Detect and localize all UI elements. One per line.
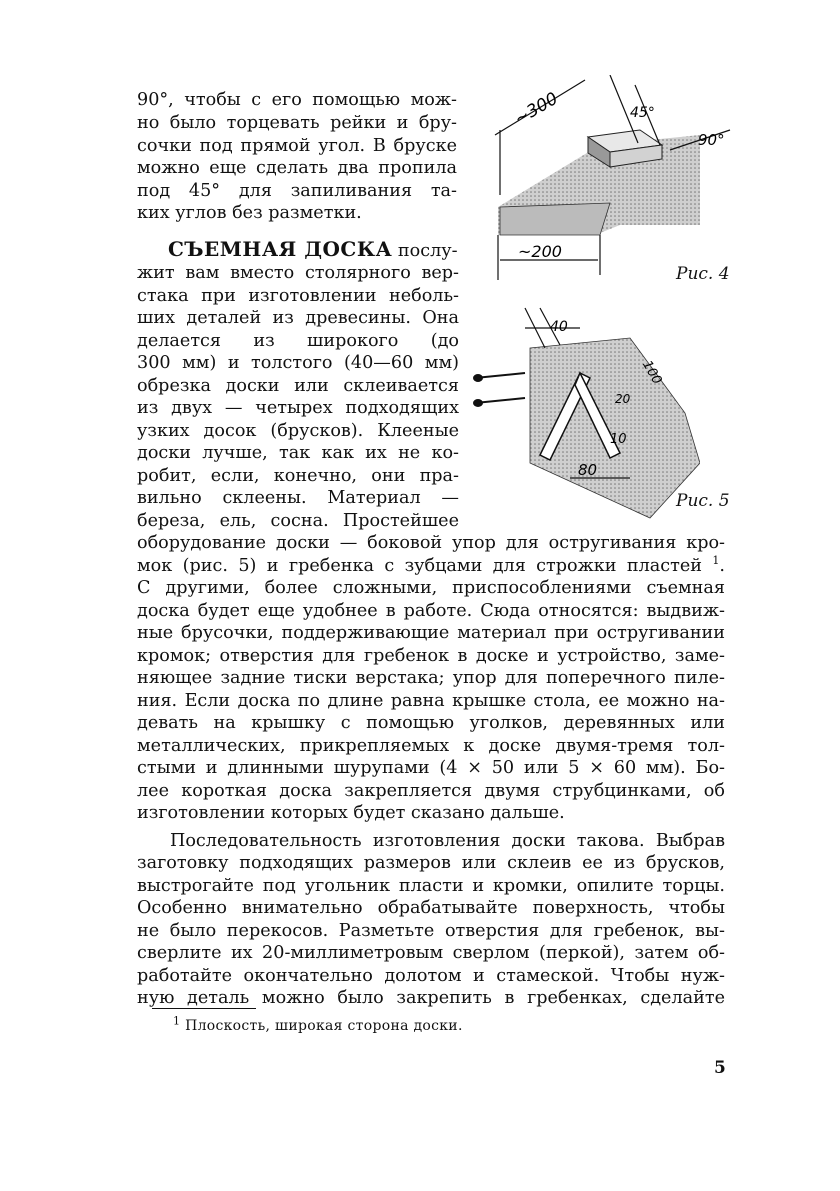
fig5-label-10: 10 <box>610 432 627 447</box>
text-line: делается из широкого (до <box>137 331 459 351</box>
fig4-label-90: 90° <box>698 131 725 149</box>
text-line: береза, ель, сосна. Простейшее <box>137 511 459 531</box>
text-fragment: послу- <box>392 241 458 261</box>
text-line: выстрогайте под угольник пласти и кромки, опилите торцы. <box>137 876 725 896</box>
text-line: металлических, прикрепляемых к доске двумя-тремя тол- <box>137 736 725 756</box>
page-number: 5 <box>714 1058 726 1078</box>
fig5-label-20: 20 <box>615 392 631 406</box>
text-line: С другими, более сложными, приспособлениями съемная <box>137 578 725 598</box>
text-line: работайте окончательно долотом и стамеской. Чтобы нуж- <box>137 966 725 986</box>
text-line: лее короткая доска закрепляется двумя струбцинками, об <box>137 781 725 801</box>
text-line: стыми и длинными шурупами (4 × 50 или 5 × 60 мм). Бо- <box>137 758 725 778</box>
footnote-rule <box>152 1008 256 1009</box>
footnote <box>173 1014 463 1034</box>
text-line: вильно склеены. Материал — <box>137 488 459 508</box>
text-line: доска будет еще удобнее в работе. Сюда относятся: выдвиж- <box>137 601 725 621</box>
text-line: доски лучше, так как их не ко- <box>137 443 459 463</box>
footnote-mark: 1 <box>173 1014 181 1028</box>
text-line: можно еще сделать два пропила <box>137 158 457 178</box>
text-line: девать на крышку с помощью уголков, деревянных или <box>137 713 725 733</box>
text-line: ную деталь можно было закрепить в гребенках, сделайте <box>137 988 725 1008</box>
fig5-screws <box>474 373 525 406</box>
text-line: сочки под прямой угол. В бруске <box>137 136 457 156</box>
text-line <box>137 555 725 577</box>
figure-5-caption: Рис. 5 <box>676 491 730 511</box>
section-heading-line <box>168 238 458 262</box>
text-line: сверлите их 20-миллиметровым сверлом (перкой), затем об- <box>137 943 725 963</box>
text-fragment: мок (рис. 5) и гребенка с зубцами для строжки пластей <box>137 556 703 576</box>
fig4-label-45: 45° <box>630 105 655 121</box>
text-line: из двух — четырех подходящих <box>137 398 459 418</box>
text-line: 90°, чтобы с его помощью мож- <box>137 90 457 110</box>
footnote-ref: 1 <box>712 554 720 568</box>
fig4-label-200: ~200 <box>518 242 562 261</box>
text-line: няющее задние тиски верстака; упор для поперечного пиле- <box>137 668 725 688</box>
text-line: ные брусочки, поддерживающие материал при остругивании <box>137 623 725 643</box>
text-line: заготовку подходящих размеров или склеив ее из брусков, <box>137 853 725 873</box>
text-line: Последовательность изготовления доски такова. Выбрав <box>170 831 725 851</box>
text-line: жит вам вместо столярного вер- <box>137 263 459 283</box>
figure-4-caption: Рис. 4 <box>676 264 730 284</box>
fig5-label-100: 100 <box>639 358 665 388</box>
figure-5 <box>470 303 700 528</box>
fig4-label-300: ~300 <box>511 88 562 130</box>
text-line: изготовлении которых будет сказано дальше. <box>137 803 565 823</box>
text-line: Особенно внимательно обрабатывайте поверхность, чтобы <box>137 898 725 918</box>
text-fragment: . <box>719 556 726 576</box>
section-heading: СЪЕМНАЯ ДОСКА <box>168 237 393 261</box>
text-line: кромок; отверстия для гребенок в доске и устройство, заме- <box>137 646 725 666</box>
text-line: 300 мм) и толстого (40—60 мм) <box>137 353 459 373</box>
footnote-text: Плоскость, широкая сторона доски. <box>180 1018 463 1034</box>
text-line: робит, если, конечно, они пра- <box>137 466 459 486</box>
text-line: ших деталей из древесины. Она <box>137 308 459 328</box>
fig5-label-80: 80 <box>578 461 598 479</box>
text-line: ких углов без разметки. <box>137 203 362 223</box>
text-line: не было перекосов. Разметьте отверстия для гребенок, вы- <box>137 921 725 941</box>
figure-4 <box>470 75 740 290</box>
text-line: оборудование доски — боковой упор для остругивания кро- <box>137 533 725 553</box>
text-line: стака при изготовлении неболь- <box>137 286 459 306</box>
text-line: под 45° для запиливания та- <box>137 181 457 201</box>
text-line: узких досок (брусков). Клееные <box>137 421 459 441</box>
text-line: ния. Если доска по длине равна крышке стола, ее можно на- <box>137 691 725 711</box>
text-line: обрезка доски или склеивается <box>137 376 459 396</box>
text-line: но было торцевать рейки и бру- <box>137 113 457 133</box>
fig5-label-40: 40 <box>550 319 568 335</box>
